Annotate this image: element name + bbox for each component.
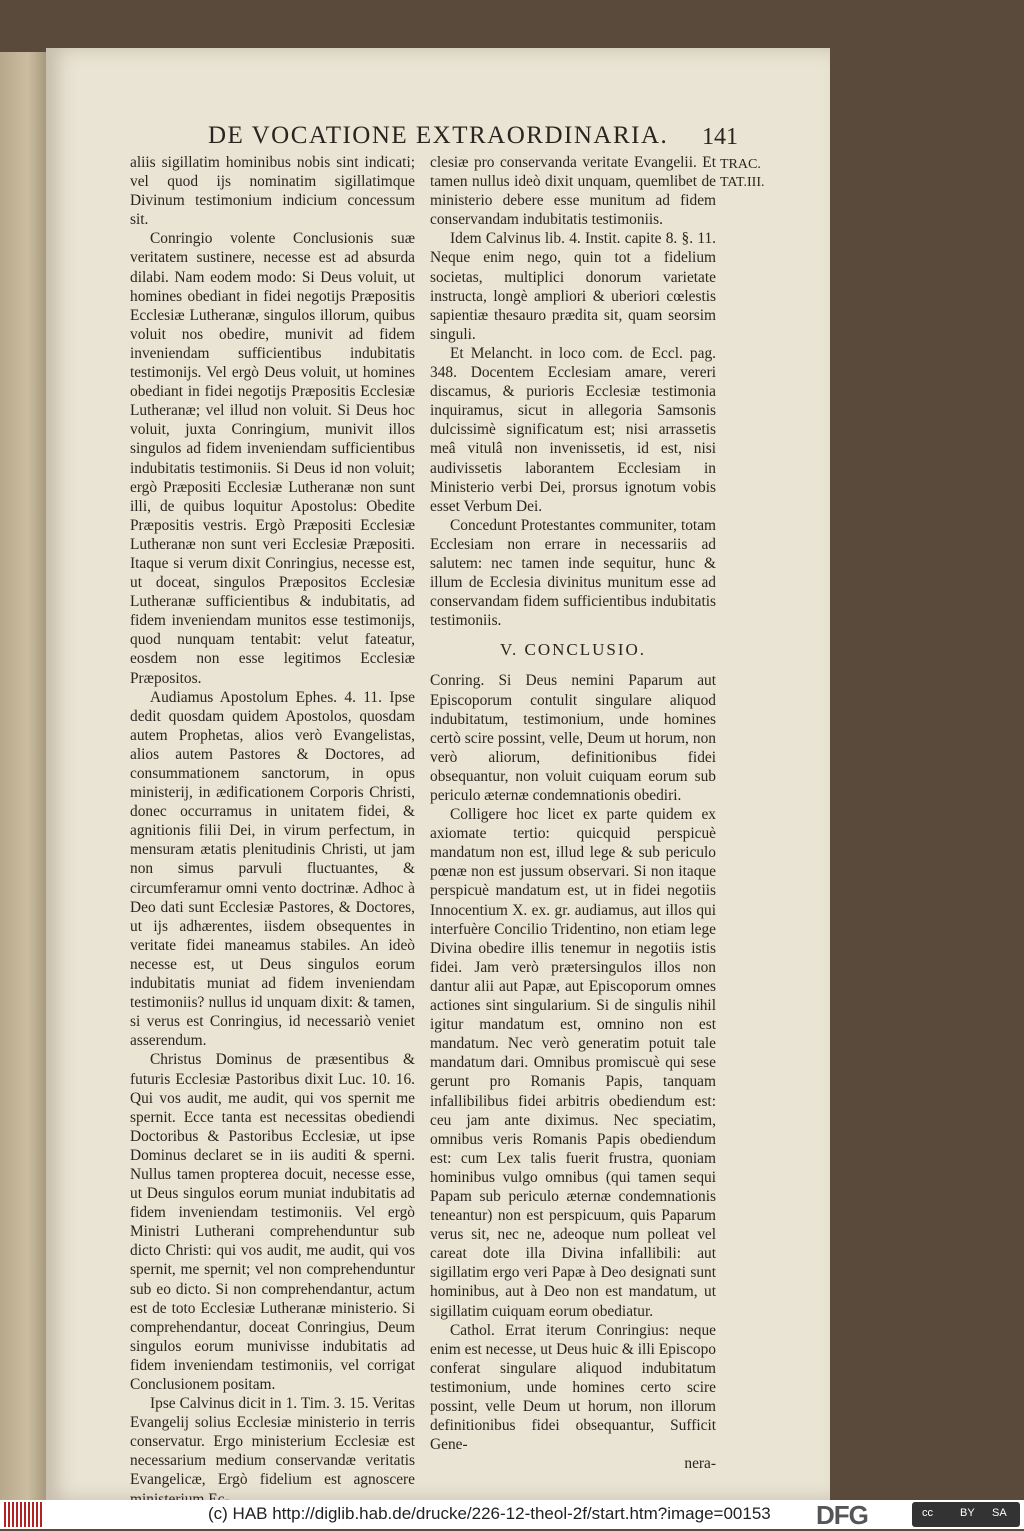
right-column [430,153,716,1473]
paragraph: Ipse Calvinus dicit in 1. Tim. 3. 15. Veritas Evangelij solius Ecclesiæ ministerio in terris conservatur. Ergo ministerium Ecclesiæ est necessarium medium conservandæ veritatis Evangelicæ, Ergò fidelium est agnoscere [130,1395,415,1489]
paragraph: Concedunt Protestantes communiter, totam Ecclesiam non errare in necessariis ad salutem: nec tamen inde sequitur, hunc & illum de Ecclesia divinitus munitum esse ad conservandam fidem sufficientibus indubitatis testimoniis. [430,516,716,630]
paragraph: Christus Dominus de præsentibus & futuris Ecclesiæ Pastoribus dixit Luc. 10. 16. Qui vos audit, me audit, qui vos spernit me spernit. Ecce tanta est necessitas obediendi Doctoribus & Pastoribus Ecclesiæ, ut ipse Dominus declaret se in iis auditi & sperni. Nullus tamen propterea docuit, necesse esse, ut Deus singulos eorum muniat indubitatis ad fidem inveniendam testimoniis. Vel ergò Ministri Lutherani comprehenduntur sub dicto Christi: qui vos audit, me audit, qui vos spernit, me spernit; vel non comprehenduntur sub eo dicto. Si non comprehendantur, actum est de toto Ecclesiæ Lutheranæ ministerio. Si comprehendantur, doceat Conringius, Deum singulos eorum munivisse indubitatis ad fidem inveniendam testimoniis, vel corrigat Conclusionem positam. [130,1051,415,1393]
credit-link[interactable]: (c) HAB http://diglib.hab.de/drucke/226-12-theol-2f/start.htm?image=00153 [208,1504,771,1523]
paragraph: Conring. Si Deus nemini Paparum aut Episcoporum contulit singulare aliquod indubitatum, testimonium, unde homines certò scire possint, velle, Deum ut horum, non verò aliorum, definitionibus fidei obsequantur, non voluit cuiquam eorum sub periculo æternæ condemnationis obediri. [430,672,716,804]
paragraph: Idem Calvinus lib. 4. Instit. capite 8. §. 11. Neque enim nego, quin tot a fidelium societas, multiplici donorum varietate instructa, longè ampliori & uberiori cœlestis sapientiæ thesauro prædita sit, quam seorsim singuli. [430,230,716,343]
paragraph: aliis sigillatim hominibus nobis sint indicati; vel quod ijs nominatim sigillatimque Divinum testimonium indicium concessum sit. [130,154,415,229]
paragraph: Cathol. Errat iterum Conringius: neque enim est necesse, ut Deus huic & illi Episcopo conferat singulare aliquod indubitatum testimonium, unde homines certo scire possint, velle Deum ut horum, non illorum definitionibus fidei obsequantur, Sufficit Gene- [430,1321,716,1454]
left-column [130,153,415,1509]
cc-label: cc [922,1507,933,1519]
catchword: nera- [684,1455,716,1473]
page-number: 141 [702,124,738,150]
cc-license-icon[interactable] [912,1502,1020,1527]
left-page-edge [0,52,46,1500]
by-label: BY [960,1507,975,1519]
paragraph: Conringio volente Conclusionis suæ veritatem sustinere, necesse est ad absurda dilabi. Nam eodem modo: Si Deus voluit, ut homines obediant in fidei negotijs Præpositis Ecclesiæ Lutheranæ, singulos illorum, quibus voluit nos obedire, munivit ad fidem inveniendam sufficientibus indubitatis testimonijs. Vel ergò Deus voluit, ut homines obediant in fidei negotijs Præpositis Ecclesiæ Lutheranæ; vel illud non voluit. Si Deus hoc voluit, juxta Conringium, munivit illos singulos ad fidem inveniendam sufficientibus indubitatis testimoniis. Si Deus id non voluit; ergò Præpositi Ecclesiæ Lutheranæ non sunt illi, de quibus loquitur Apostolus: Obedite Præpositis vestris. Ergò Præpositi Ecclesiæ Lutheranæ non sunt veri Ecclesiæ Præpositi. Itaque si verum dixit Conringius, necesse est, ut doceat, singulos Præpositos Ecclesiæ Lutheranæ sufficientibus & indubitatis, ad fidem inveniendam munitos esse testimonijs, quod nunquam tentabit: velut fateatur, eosdem non esse legitimos Ecclesiæ Præpositos. [130,230,415,687]
paragraph: Audiamus Apostolum Ephes. 4. 11. Ipse dedit quosdam quidem Apostolos, quosdam autem Prophetas, alios verò Evangelistas, alios autem Pastores & Doctores, ad consummationem sanctorum, in opus ministerij, in ædificationem Corporis Christi, donec occurramus in unitatem fidei, & agnitionis filii Dei, in virum perfectum, in mensuram ætatis plenitudinis Christi, ut jam non simus parvuli fluctuantes, & circumferamur omni vento doctrinæ. Adhoc à Deo dati sunt Ecclesiæ Pastores, & Doctores, ut ijs adhærentes, iisdem obsequentes in veritate fidei maneamus stabiles. An ideò necesse est, ut Deus singulos eorum indubitatis muniat ad fidem inveniendam testimoniis? nullus id unquam dixit: & tamen, si verus est Conringius, id necessariò veniet asserendum. [130,688,415,1050]
paragraph: clesiæ pro conservanda veritate Evangelii. Et tamen nullus ideò dixit unquam, quemlibet de ministerio debere esse munitum ad fidem conservandam indubitatis testimoniis. [430,154,716,229]
footer-bar [0,1500,1024,1529]
paragraph: Colligere hoc licet ex parte quidem ex axiomate tertio: quicquid perspicuè mandatum non est, illud lege & sub periculo pœnæ non est jussum observari. Si non itaque perspicuè mandatum est, ut in fidei negotiis Innocentium X. ex. gr. audiamus, aut illos qui interfuère Concilio Tridentino, non etiam lege Divina obedire illis tenemur in negotiis istis fidei. Jam verò prætersingulos illos non dantur alii aut Papæ, aut Episcoporum omnes actiones sint singularium. Si de singulis nihil igitur mandatum est, omnino non est mandatum. Nec verò generatim potuit tale mandatum dari. Omnibus promiscuè qui sese gerunt pro Romanis Papis, tanquam infallibilibus fidei arbitris obediendum est: ceu jam ante diximus. Nec speciatim, omnibus veris Romanis Papis obediendum est: cum Lex talis fuerit frustra, quoniam hominibus vulgo omnibus (qui tamen sequi Papam sub periculo æternæ condemnationis teneantur) non est perspicuum, quis Paparum verus sit, nec ne, adeoque num polleat vel careat dote illa Divina infallibili: aut sigillatim ergo veri Papæ à Deo designati sunt hominibus, aut à Deo non est mandatum, ut sigillatim cuiquam eorum obediatur. [430,806,716,1320]
sa-label: SA [992,1507,1007,1519]
dfg-logo: DFG [816,1500,868,1530]
hab-logo-icon [4,1502,44,1527]
paragraph: Et Melancht. in loco com. de Eccl. pag. 348. Docentem Ecclesiam amare, vereri discamus, & purioris Ecclesiæ testimonia inquiramus, sicut in allegoria Samsonis dulcissimè significatum est; nisi arrassetis meâ vitulâ non invenissetis, id est, nisi audivissetis laborantem Ecclesiam in Ministerio verbi Dei, prorsus ignotum vobis esset Verbum Dei. [430,344,716,515]
running-head: DE VOCATIONE EXTRAORDINARIA. [208,122,669,149]
margin-note: TRAC. TAT.III. [720,157,765,190]
section-heading: V. CONCLUSIO. [499,640,647,660]
